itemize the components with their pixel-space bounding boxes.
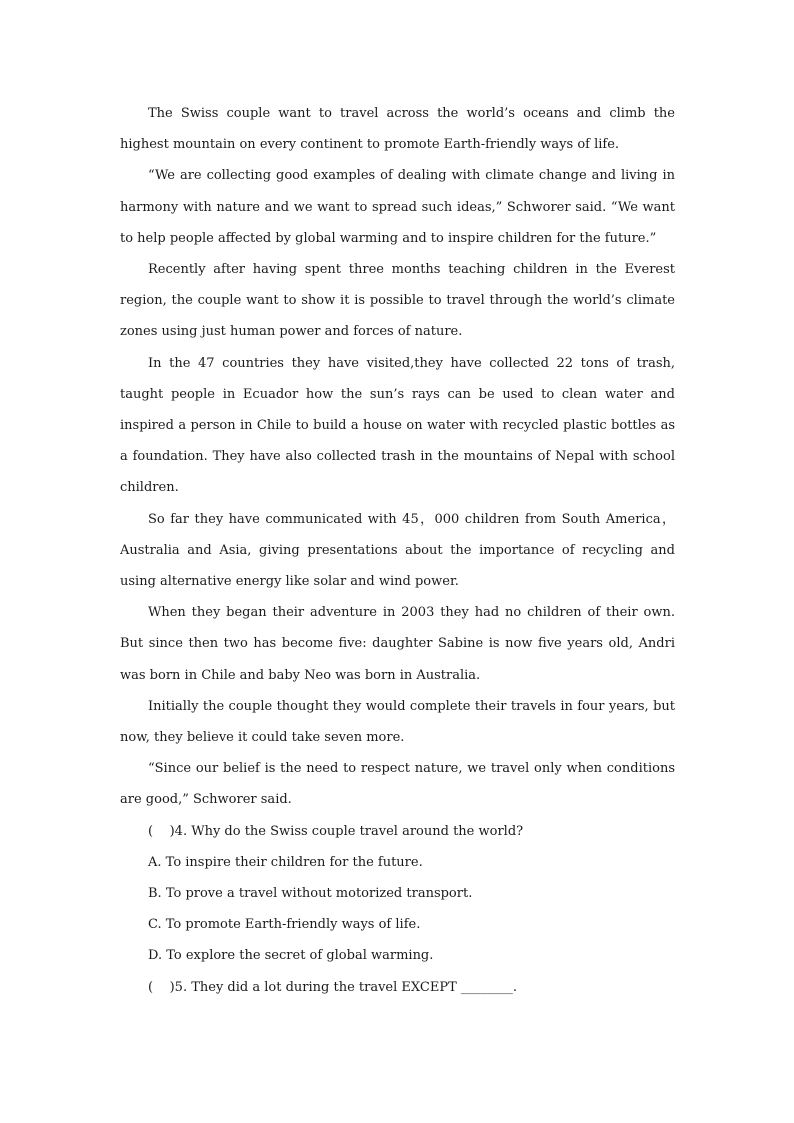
answer-option-b: B. To prove a travel without motorized transport. [148, 886, 473, 902]
passage-paragraph: When they began their adventure in 2003 they had no children of their own. But since then two has become five: daughter Sabine is now five years old, Andri was born in Chile and baby Neo was born in Australia. [120, 605, 675, 683]
passage-paragraph: In the 47 countries they have visited,they have collected 22 tons of trash, taught people in Ecuador how the sun’s rays can be used to clean water and inspired a person in Chile to build a house on water with recycled plastic bottles as a foundation. They have also collected trash in the mountains of Nepal with school children. [120, 355, 675, 496]
passage-paragraph: Initially the couple thought they would complete their travels in four years, but now, they believe it could take seven more. [120, 698, 675, 746]
answer-option-c: C. To promote Earth-friendly ways of life. [148, 917, 421, 933]
question-stem: ( )5. They did a lot during the travel EXCEPT ________. [148, 979, 518, 995]
passage-paragraph: So far they have communicated with 45，000 children from South America， Australia and Asia, giving presentations about the importance of recycling and using alternative energy like solar and wind power. [120, 511, 675, 590]
answer-option-d: D. To explore the secret of global warming. [148, 948, 434, 964]
question-4 [120, 816, 675, 972]
passage-paragraph: The Swiss couple want to travel across the world’s oceans and climb the highest mountain on every continent to promote Earth-friendly ways of life. [120, 106, 675, 153]
passage-paragraph: “We are collecting good examples of dealing with climate change and living in harmony with nature and we want to spread such ideas,” Schworer said. “We want to help people affected by global warming and to inspire children for the future.” [120, 168, 675, 246]
question-5 [120, 972, 675, 1003]
answer-option-a: A. To inspire their children for the future. [148, 854, 423, 870]
question-stem: ( )4. Why do the Swiss couple travel around the world? [148, 823, 524, 839]
passage-paragraph: “Since our belief is the need to respect nature, we travel only when conditions are good,” Schworer said. [120, 761, 675, 808]
passage-paragraph: Recently after having spent three months teaching children in the Everest region, the couple want to show it is possible to travel through the world’s climate zones using just human power and forces of nature. [120, 262, 675, 340]
reading-passage [120, 98, 675, 1003]
